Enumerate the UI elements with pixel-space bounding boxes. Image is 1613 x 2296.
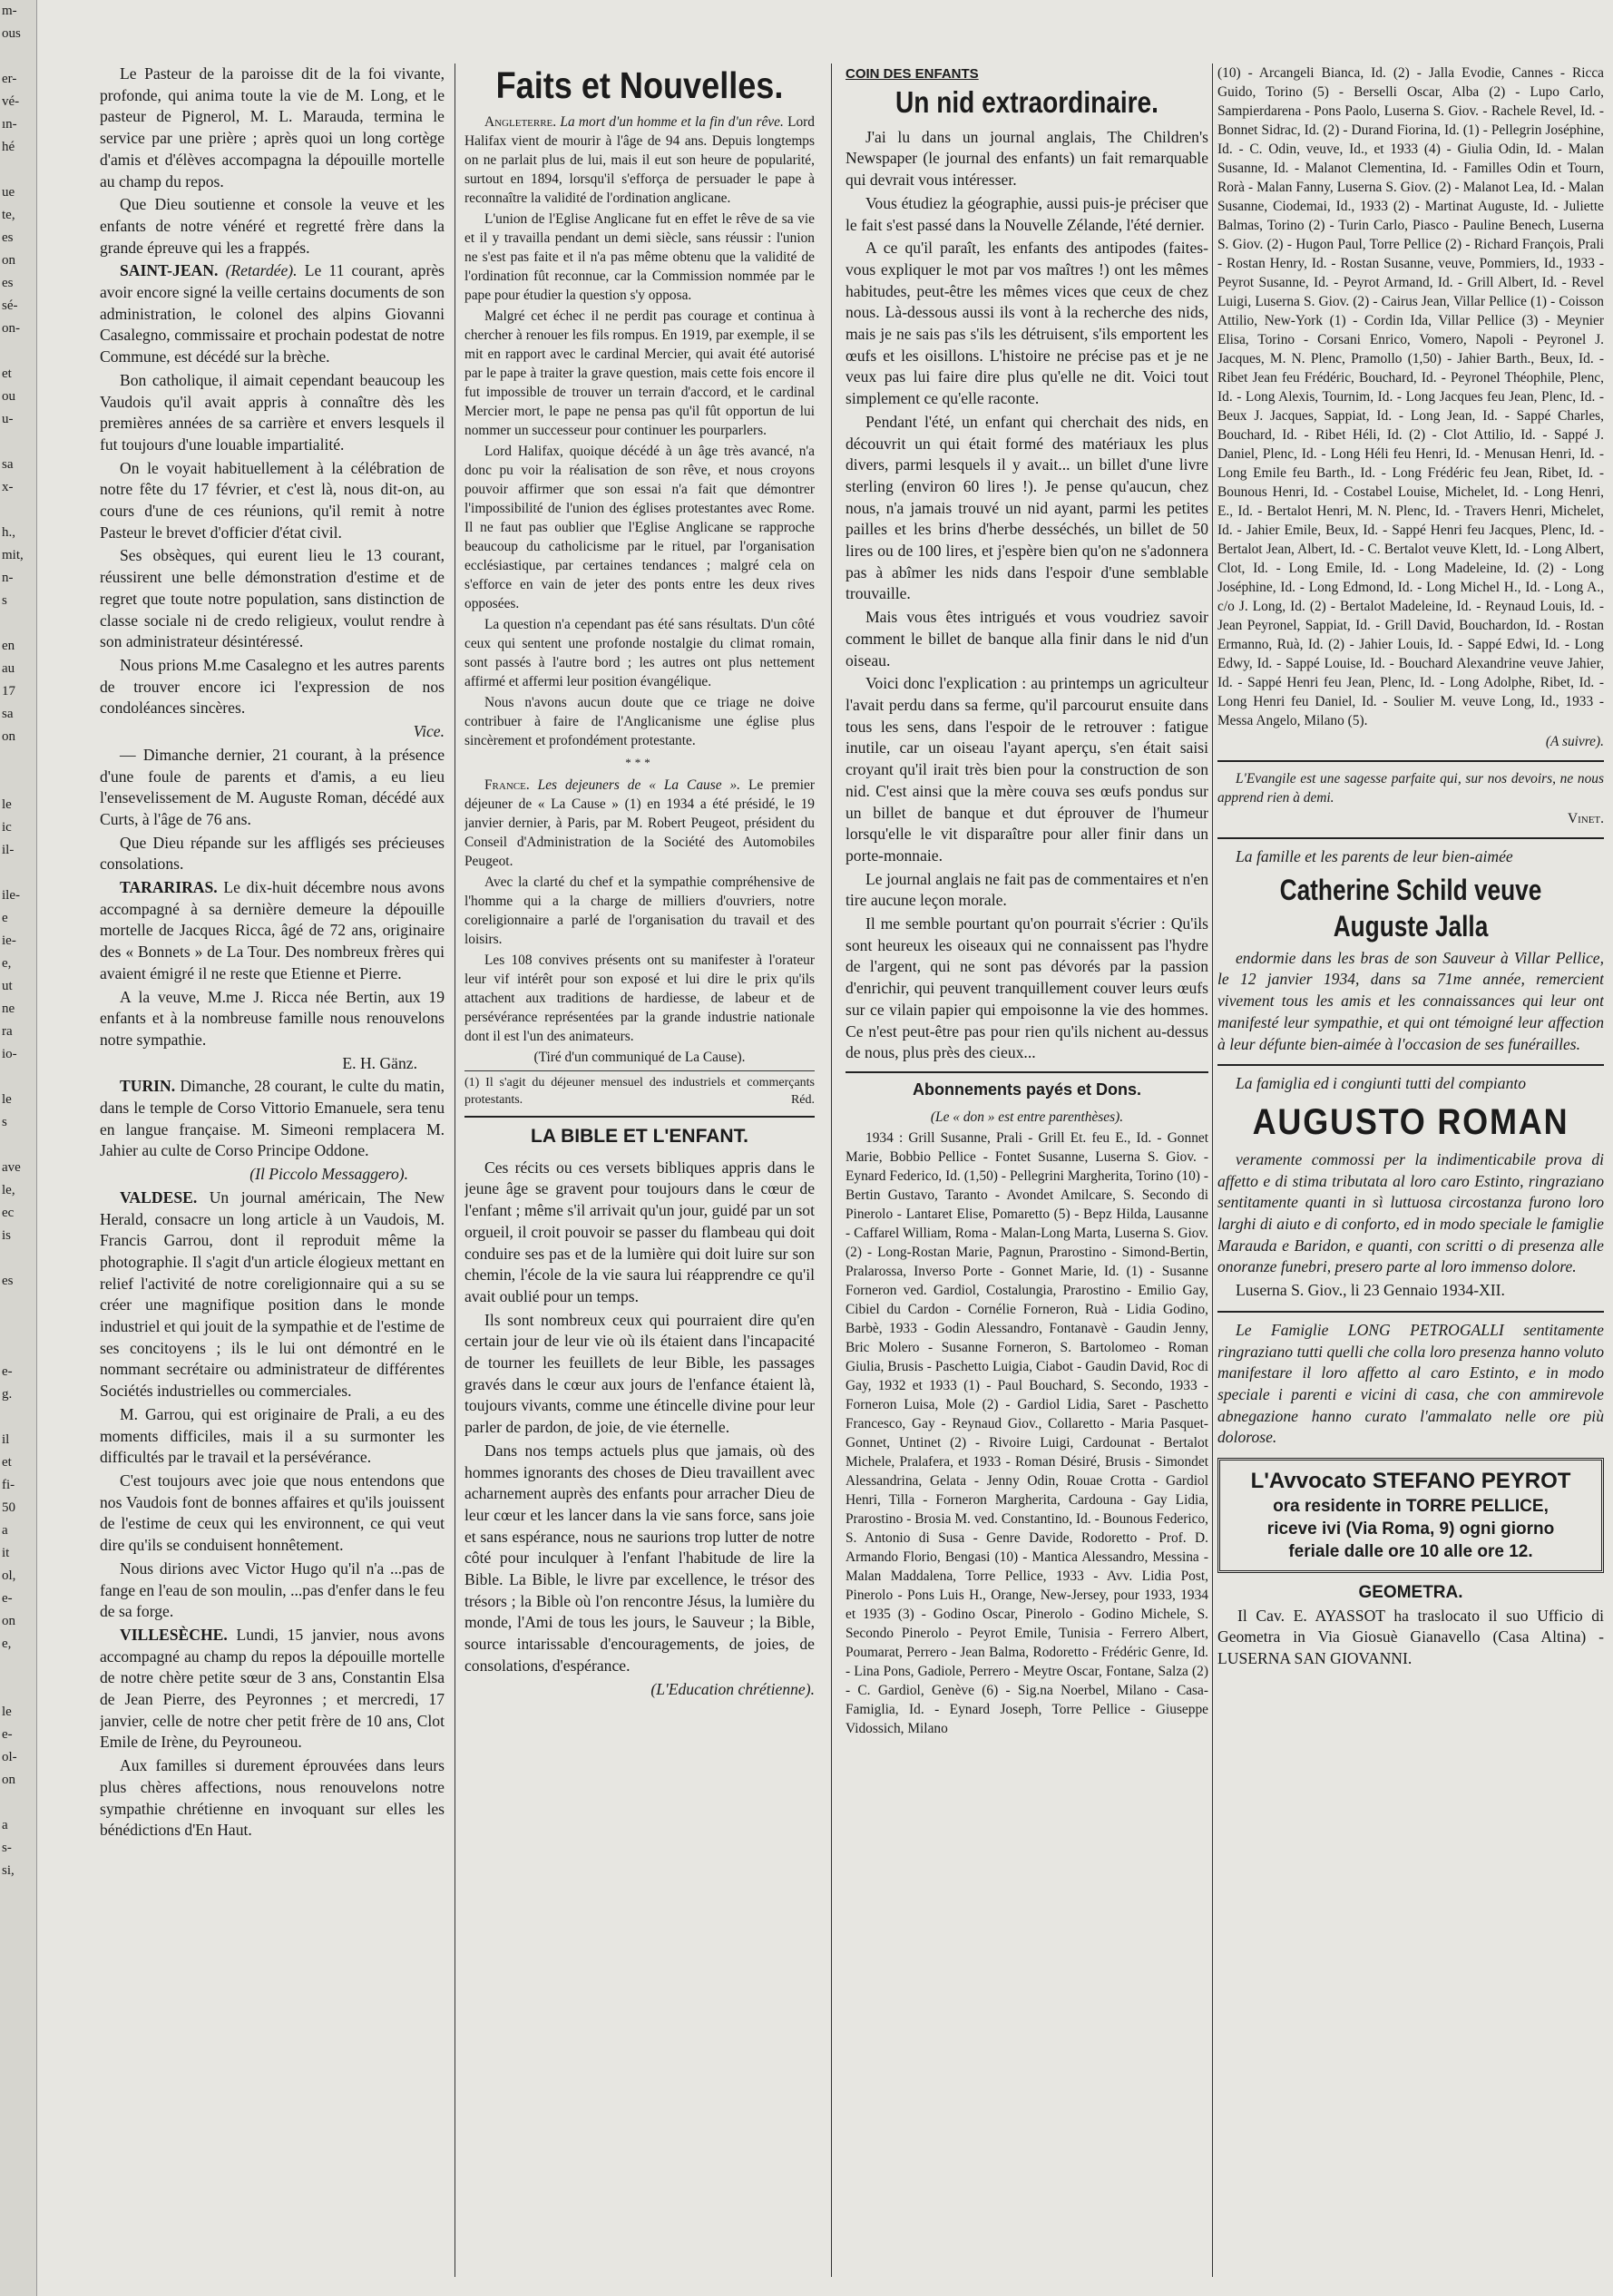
ad-line: L'Avvocato STEFANO PEYROT bbox=[1250, 1469, 1571, 1494]
place-name: TURIN. bbox=[120, 1077, 176, 1096]
edge-fragment bbox=[0, 1134, 36, 1157]
edge-fragment bbox=[0, 1406, 36, 1429]
paragraph: A ce qu'il paraît, les enfants des antipodes (faites-vous expliquer le mot par vos maîtres !) ont les mêmes habitudes, peut-être les mêmes vices que ceux de chez nous. Là-dessous aussi ils vont à la recherche des nids, mais je ne sais pas s'ils les détruisent, s'ils emportent les œufs et les oisillons. L'histoire ne précise pas et je ne veux pas lui faire dire plus qu'elle ne dit. Voici tout simplement ce qu'elle raconte. bbox=[846, 239, 1208, 408]
paragraph: Que Dieu soutienne et console la veuve et les enfants de notre vénéré et regretté frère dans la grande épreuve qui les a frappés. bbox=[100, 195, 445, 257]
edge-fragment: a bbox=[2, 1818, 8, 1832]
article-text: Lord Halifax vient de mourir à l'âge de 94 ans. Depuis longtemps on ne parlait plus de lui, mais il eut son heure de popularité, surtout en 1894, lorsqu'il s'efforça de persuader le pape à reconnaître la validité de l'ordination anglicane. bbox=[464, 114, 815, 206]
edge-fragment bbox=[0, 1792, 36, 1814]
edge-fragment bbox=[0, 1247, 36, 1270]
section-kicker: COIN DES ENFANTS bbox=[846, 66, 979, 82]
paragraph: Nous prions M.me Casalegno et les autres parents de trouver encore ici l'expression de nos condoléances sincères. bbox=[100, 655, 445, 718]
column-2 bbox=[464, 64, 815, 2277]
subscriptions-list: 1934 : Grill Susanne, Prali - Grill Et. feu E., Id. - Gonnet Marie, Bobbio Pellice - Fontet Susanne, Luserna S. Giov. - Eynard Federico, Id. (1,50) - Pellegrini Margherita, Torino (10) - Bertin Gustavo, Taranto - Avondet Amilcare, S. Secondo di Pinerolo - Lantaret Elise, Pomaretto (5) - Bepz Hilda, Lausanne - Caffarel William, Roma - Malan-Long Marta, Luserna S. Giov. (2) - Long-Rostan Marie, Pagnun, Prarostino - Simond-Bertin, Pralarossa, Inverso Porte - Gonnet Marie, Id. (1) - Susanne Forneron ved. Gardiol, Costalungia, Prarostino - Emilio Gay, Cibiel du Cardon - Cornélie Forneron, Ruà - Lidia Godino, Barbè, 1933 - Godin Alessandro, Fontanavè - Gaudin Jenny, Bric Molero - Susanne Forneron, S. Bartolomeo - Roman Giulia, Brusis - Paschetto Luigia, Ciabot - Gaudin David, Roc di Gay, 1932 et 1933 (1) - Paul Bouchard, S. Secondo, 1933 - Forneron Luisa, Mole (2) - Gardiol Lidia, Saret - Paschetto Francesco, Gay - Reynaud Giov., Collaretto - Maria Pasquet-Gonnet, Untinet (2) - Rivoire Luigi, Cardounat - Bertalot Michele, Pralafera, et 1933 - Roman Désiré, Brusis - Simondet Alessandrina, Gelata - Jenny Odin, Rouae Crotta - Gardiol Henri, Tilla - Forneron Margherita, Cardouna - Gay Lidia, Prarostino - Brosia M. ved. Constantino, Id. - Bounous Federico, S. Antonio di Susa - Genre Davide, Rodoretto - Prof. D. Armando Florio, Bengasi (10) - Mantica Alessandro, Messina - Malan Maddalena, Torre Pellice, 1933 - Avv. Lidia Post, Pinerolo - Pons Luis H., Orange, New-Jersey, pour 1933, 1934 et 1935 (3) - Godino Oscar, Pinerolo - Godino Michele, S. Secondo Pinerolo - Peyrot Emile, Tunisia - Ferrero Albert, Poumarat, Perrero - Jean Balma, Rodoretto - Frédéric Genre, Id. - Lina Pons, Gadiole, Perrero - Meytre Oscar, Fontane, Salza (2) - C. Gardiol, Genève (6) - Sig.na Noerbel, Milano - Casa-Famiglia, Id. - Eynard Joseph, Torre Pellice - Giuseppe Vidossich, Milano bbox=[846, 1129, 1208, 1736]
paragraph: Nous n'avons aucun doute que ce triage ne doive contribuer à faire de l'Anglicanisme une église plus sincèrement et profondément protestante. bbox=[464, 695, 815, 748]
news-item-tarariras bbox=[100, 877, 445, 985]
ad-line: ora residente in TORRE PELLICE, bbox=[1273, 1497, 1549, 1517]
edge-fragment bbox=[0, 340, 36, 363]
section-title: Faits et Nouvelles. bbox=[495, 64, 784, 106]
article-title: Un nid extraordinaire. bbox=[895, 84, 1158, 119]
article-angleterre bbox=[464, 112, 815, 208]
edge-fragment bbox=[0, 1315, 36, 1338]
edge-fragment: ou bbox=[2, 389, 15, 404]
paragraph: Le Pasteur de la paroisse dit de la foi vivante, profonde, qui anima toute la vie de M. Long, et le pasteur de Pignerol, M. L. Marauda, termina le service par une prière ; après quoi un long cortège d'amis et d'élèves accompagna la dépouille mortelle au champ du repos. bbox=[100, 64, 445, 191]
column-3 bbox=[846, 64, 1208, 2277]
source: (Tiré d'un communiqué de La Cause). bbox=[533, 1049, 746, 1065]
edge-fragment bbox=[0, 612, 36, 635]
advertisement-lawyer bbox=[1217, 1458, 1604, 1573]
edge-fragment: en bbox=[2, 639, 15, 653]
paragraph: Lord Halifax, quoique décédé à un âge très avancé, n'a donc pu voir la réalisation de son rêve, et nous croyons pouvoir affirmer que son essai n'a fait que démontrer l'impossibilité de l'union des églises protestantes avec Rome. Il ne faut pas oublier que l'Eglise Anglicane se rapproche beaucoup du catholicisme par le rituel, par l'organisation ecclésiastique, par certaines tendances ; malgré cela on s'efforce en vain de jeter des ponts entre les deux rives opposées. bbox=[464, 444, 815, 611]
paragraph: La question n'a cependant pas été sans résultats. D'un côté ceux qui sentent une profonde nostalgie du climat romain, sont passés à l'autre bord ; les autres ont plus nettement affirmé et affermi leur position évangélique. bbox=[464, 617, 815, 689]
edge-fragment: fi- bbox=[2, 1478, 15, 1492]
edge-fragment bbox=[0, 1338, 36, 1361]
announcement-place-date: Luserna S. Giov., li 23 Gennaio 1934-XII. bbox=[1236, 1281, 1505, 1300]
item-text: Le dix-huit décembre nous avons accompagné à sa dernière demeure la dépouille mortelle de Jacques Ricca, âgé de 72 ans, originaire des « Bonnets » de La Tour. Des nombreux frères qui avaient émigré il ne reste que Etienne et Pierre. bbox=[100, 878, 445, 982]
edge-fragment: 50 bbox=[2, 1500, 15, 1515]
edge-fragment bbox=[0, 862, 36, 884]
edge-fragment: sé- bbox=[2, 298, 18, 313]
source: (L'Education chrétienne). bbox=[650, 1679, 815, 1698]
subscriptions-note: (Le « don » est entre parenthèses). bbox=[930, 1109, 1124, 1125]
edge-fragment: on bbox=[2, 1614, 15, 1628]
subscriptions-title: Abonnements payés et Dons. bbox=[846, 1071, 1208, 1100]
edge-fragment: et bbox=[2, 1455, 12, 1470]
edge-fragment: er- bbox=[2, 72, 17, 86]
paragraph: Ces récits ou ces versets bibliques appris dans le jeune âge se gravent pour toujours dans le cœur de l'enfant ; même s'il arrivait qu'un jour, guidé par un sot orgueil, il croit pouvoir se passer du flambeau qui doit conduire ses pas et de la lumière qui doit luire sur son chemin, l'école de la vie saura lui réapprendre ce qu'il avait oublié pour un temps. bbox=[464, 1158, 815, 1305]
edge-fragment: e- bbox=[2, 1591, 13, 1606]
edge-fragment: au bbox=[2, 661, 15, 676]
edge-fragment: il- bbox=[2, 843, 15, 857]
announcement-name: Catherine Schild veuve Auguste Jalla bbox=[1279, 873, 1542, 943]
ad-line: riceve ivi (Via Roma, 9) ogni giorno bbox=[1266, 1519, 1555, 1539]
paragraph: Aux familles si durement éprouvées dans leurs plus chères affections, nous renouvelons notre sympathie chrétienne en invoquant sur elles les bénédictions d'En Haut. bbox=[100, 1756, 445, 1840]
item-text: Le 11 courant, après avoir encore signé la veille certains documents de son administration, le colonel des alpins Giovanni Casalegno, commissaire et prochain podestat de notre Commune, est décédé sur la brèche. bbox=[100, 261, 445, 366]
place-name: VALDESE. bbox=[120, 1187, 198, 1207]
news-item-villeseche bbox=[100, 1625, 445, 1754]
edge-fragment: le bbox=[2, 1092, 12, 1107]
article-subtitle: La mort d'un homme et la fin d'un rêve. bbox=[560, 114, 784, 130]
place-name: TARARIRAS. bbox=[120, 878, 218, 897]
paragraph: Voici donc l'explication : au printemps un agriculteur l'avait perdu dans sa ferme, qu'il parcourut ensuite dans tous les sens, dans l'espoir de le retrouver : fatigue inutile, car un oiseau l'ayant aperçu, s'en était saisi croyant qu'il irait très bien pour la construction de son nid. C'est ainsi que la mère couva ses œufs pondus sur un billet de banque et dut éprouver de l'humeur lorsqu'elle le vit disparaître pour aller finir dans un porte-monnaie. bbox=[846, 674, 1208, 865]
column-1 bbox=[100, 64, 445, 2277]
edge-fragment: te, bbox=[2, 208, 15, 222]
adjacent-page-edge bbox=[0, 0, 37, 2296]
paragraph: — Dimanche dernier, 21 courant, à la présence d'une foule de parents et d'amis, a eu lieu l'ensevelissement de M. Auguste Roman, décédé aux Curts, à l'âge de 76 ans. bbox=[100, 745, 445, 828]
footnote-text: (1) Il s'agit du déjeuner mensuel des industriels et commerçants protestants. bbox=[464, 1075, 815, 1107]
edge-fragment bbox=[0, 748, 36, 771]
paragraph: Avec la clarté du chef et la sympathie compréhensive de l'homme qui a la charge de milliers d'ouvriers, notre coreligionnaire a parlé de l'organisation du travail et des loisirs. bbox=[464, 874, 815, 947]
edge-fragment: e bbox=[2, 911, 8, 925]
edge-fragment bbox=[0, 159, 36, 181]
edge-fragment: h., bbox=[2, 525, 15, 540]
edge-fragment: mit, bbox=[2, 548, 24, 562]
item-text: Dimanche, 28 courant, le culte du matin, dans le temple de Corso Vittorio Emanuele, sera tenu en langue française. M. Simeoni remplacera M. Jahier au culte de Corso Principe Oddone. bbox=[100, 1077, 445, 1160]
to-be-continued: (A suivre). bbox=[1545, 734, 1604, 749]
edge-fragment: m- bbox=[2, 4, 17, 18]
edge-fragment: ut bbox=[2, 979, 13, 993]
column-rule bbox=[1212, 64, 1213, 2277]
edge-fragment: hé bbox=[2, 140, 15, 154]
paragraph: Il me semble pourtant qu'on pourrait s'écrier : Qu'ils sont heureux les oiseaux qui ne connaissent pas l'hydre de l'argent, qui ne sont pas dévorés par la passion d'enrichir, qui peuvent tranquillement couver leurs œufs sur ce vilain papier qui empoisonne la vie des hommes. Ce n'est peut-être pas pour rien qu'ils nichent au-dessus de nous, plus près des cieux... bbox=[846, 914, 1208, 1062]
edge-fragment: ne bbox=[2, 1001, 15, 1016]
edge-fragment bbox=[0, 431, 36, 454]
column-rule bbox=[831, 64, 832, 2277]
edge-fragment: on bbox=[2, 729, 15, 744]
article-title: LA BIBLE ET L'ENFANT. bbox=[464, 1116, 815, 1150]
edge-fragment: ec bbox=[2, 1206, 15, 1220]
signature: Vice. bbox=[413, 722, 445, 741]
footnote bbox=[464, 1070, 815, 1109]
paragraph: Les 108 convives présents ont su manifester à l'orateur leur vif intérêt pour son exposé et lui dire le prix qu'ils attachent aux traditions de hardiesse, de labeur et de persévérance représentées par la grande industrie nationale dont il est l'un des animateurs. bbox=[464, 952, 815, 1044]
edge-fragment: et bbox=[2, 366, 12, 381]
geometra-title: GEOMETRA. bbox=[1358, 1583, 1463, 1603]
paragraph: Dans nos temps actuels plus que jamais, où des hommes ignorants des choses de Dieu travaillent avec acharnement auprès des enfants pour arracher Dieu de leur cœur et les lancer dans la vie sans force, sans joie et sans espérance, nous ne saurions trop lutter de notre côté pour inculquer à l'enfant l'habitude de lire la Bible. La Bible, le livre par excellence, le trésor des trésors ; la Bible où l'on rencontre Jésus, la lumière du monde, l'Ami de tous les jours, le Sauveur ; la Bible, source intarissable d'encouragements, de joies, de consolations, d'espérance. bbox=[464, 1441, 815, 1675]
paragraph: Mais vous êtes intrigués et vous voudriez savoir comment le billet de banque alla finir dans le nid d'un oiseau. bbox=[846, 608, 1208, 669]
paragraph: J'ai lu dans un journal anglais, The Children's Newspaper (le journal des enfants) un fait remarquable qui devrait vous intéresser. bbox=[846, 127, 1208, 190]
edge-fragment: ra bbox=[2, 1024, 13, 1039]
news-item-saint-jean bbox=[100, 260, 445, 368]
announcement-text: veramente commossi per la indimenticabile prova di affetto e di stima tributata al loro caro Estinto, ringraziano sentitamente quanti in sì luttuosa circostanza furono loro larghi di aiuto e di conforto, ed in modo speciale le famiglie Marauda e Baridon, e quanti, con scritti o di presenza alle onoranze funebri, presero parte al loro immenso dolore. bbox=[1217, 1149, 1604, 1276]
edge-fragment bbox=[0, 771, 36, 794]
paragraph: Que Dieu répande sur les affligés ses précieuses consolations. bbox=[100, 833, 445, 874]
paragraph: Ils sont nombreux ceux qui pourraient dire qu'en certain jour de leur vie où ils étaient dans l'incapacité de tourner les feuillets de leur Bible, les passages gravés dans le cœur aux jours de l'enfance étaient là, toujours vivants, comme une étincelle divine pour leur parler de pardon, de joie, de vie éternelle. bbox=[464, 1310, 815, 1437]
edge-fragment: vé- bbox=[2, 94, 20, 109]
source: (Il Piccolo Messaggero). bbox=[249, 1165, 408, 1184]
paragraph: C'est toujours avec joie que nous entendons que nos Vaudois font de bonnes affaires et qu'ils jouissent de l'estime de ceux qui les environnent, ce qui veut dire qu'ils se conduisent honnêtement. bbox=[100, 1471, 445, 1555]
edge-fragment: s bbox=[2, 1115, 7, 1129]
edge-fragment bbox=[0, 1678, 36, 1701]
edge-fragment: il bbox=[2, 1432, 10, 1447]
place-name: SAINT-JEAN. bbox=[120, 261, 219, 280]
announcement-text: endormie dans les bras de son Sauveur à Villar Pellice, le 12 janvier 1934, dans sa 71me année, remercient vivement tous les amis et les connaissances qui leur ont manifesté leur sympathie, et qui ont témoigné leur affection à leur défunte bien-aimée à l'occasion de ses funérailles. bbox=[1217, 948, 1604, 1053]
edge-fragment: e, bbox=[2, 1637, 12, 1651]
edge-fragment: io- bbox=[2, 1047, 17, 1061]
subscriptions-list-continued: (10) - Arcangeli Bianca, Id. (2) - Jalla Evodie, Cannes - Ricca Guido, Torino (5) - Berselli Oscar, Alba (2) - Lupo Carlo, Sampierdarena - Pons Paolo, Luserna S. Giov. - Rachele Revel, Id. - Bonnet Sidrac, Id. (2) - Durand Fiorina, Id. (1) - Pellegrin Joséphine, Id. - C. Odin, veuve, Id., et 1933 (4) - Giulia Odin, Id. - Malan Susanne, Id. - Malanot Clementina, Id. - Familles Odin et Tourn, Rorà - Malan Fanny, Luserna S. Giov. (2) - Malanot Lea, Id. - Malan Susanne, Ciodemai, Id., 1933 (2) - Martinat Auguste, Id. - Juliette Balmas, Torino (2) - Turin Carlo, Piasco - Pauline Benech, Luserna S. Giov. (2) - Hugon Paul, Torre Pellice (2) - Richard François, Prali - Rostan Henry, Id. - Rostan Susanne, veuve, Pommiers, Id., 1933 - Peyrot Susanne, Id. - Peyrot Armand, Id. - Grill Albert, Id. - Revel Luigi, Luserna S. Giov. (2) - Cairus Jean, Villar Pellice (1) - Coisson Attilio, New-York (1) - Cordin Ida, Villar Pellice (3) - Meynier Elisa, Torino - Corsani Enrico, Vomero, Napoli - Peyronel J. Jacques, M. N. Plenc, Pramollo (1,50) - Jahier Barth., Beux, Id. - Ribet Jean feu Frédéric, Bouchard, Id. - Peyronel Théophile, Plenc, Id. - Long Alexis, Tournim, Id. - Long Jacques feu Jean, Plenc, Id. - Beux J. Jacques, Sappiat, Id. - Long Jean, Id. - Sappé Charles, Bouchard, Id. - Ribet Héli, Id. (2) - Clot Attilio, Id. - Sappé J. Daniel, Plenc, Id. - Long Héli feu Henri, Id. - Menusan Henri, Id. - Long Emile feu Barth., Id. - Long Frédéric feu Jean, Ribet, Id. - Bounous Henri, Id. - Costabel Louise, Michelet, Id. - Long Henri, E., Id. - Bertalot Henri, M. N. Plenc, Id. - Travers Henri, Michelet, Id. - Jahier Emile, Beux, Id. - Sappé Henri feu Jacques, Plenc, Id. - Bertalot Jean, Albert, Id. - C. Bertalot veuve Klett, Id. - Long Albert, Clot, Id. - Long Emile, Id. - Long Madeleine, Id. (2) - Long Joséphine, Id. - Long Edmond, Id. - Long Michel H., Id. - Long A., c/o J. Long, Id. (2) - Bertalot Madeleine, Id. - Reynaud Louis, Id. - Jean Peyronel, Sappiat, Id. - Grill David, Bouchardon, Id. - Rostan Ermanno, Ruà, Id. (2) - Jahier Louis, Id. - Sappé Edwi, Id. - Long Edwy, Id. - Sappé Louise, Id. - Bouchard Alexandrine veuve Jahier, Id. - Sappé Henri feu Jean, Plenc, Id. - Long Adolphe, Ribet, Id. - Long Henri feu Daniel, Id. - Soulier M. veuve Long, Id., 1933 - Messa Angelo, Milano (5). bbox=[1217, 65, 1604, 728]
edge-fragment: on bbox=[2, 253, 15, 268]
article-lead: Angleterre. bbox=[484, 114, 557, 130]
announcement-intro: La famille et les parents de leur bien-aimée bbox=[1236, 847, 1513, 865]
announcement-name: AUGUSTO ROMAN bbox=[1252, 1101, 1569, 1142]
edge-fragment: it bbox=[2, 1546, 10, 1560]
announcement-text: Le Famiglie LONG PETROGALLI sentitamente ringraziano tutti quelli che colla loro presenza hanno voluto manifestare il loro affetto al caro Estinto, e in modo speciale i parenti e vicini di casa, che con ammirevole abnegazione hanno curato l'ammalato nelle ore più dolorose. bbox=[1217, 1320, 1604, 1447]
article-subtitle: Les dejeuners de « La Cause ». bbox=[537, 777, 741, 793]
paragraph: Vous étudiez la géographie, aussi puis-je préciser que le fait s'est passé dans la Nouvelle Zélande, l'été dernier. bbox=[846, 193, 1208, 234]
paragraph: L'union de l'Eglise Anglicane fut en effet le rêve de sa vie et il y travailla pendant un demi siècle, sans réussir : l'union ne s'est pas faite et il n'a pas même obtenu que la validité de l'ordination fût reconnue, car la Commission nommée par le pape pour étudier la question s'y opposa. bbox=[464, 211, 815, 303]
edge-fragment: 17 bbox=[2, 684, 15, 699]
edge-fragment bbox=[0, 1656, 36, 1678]
footnote-sign: Réd. bbox=[790, 1092, 815, 1107]
edge-fragment: n- bbox=[2, 571, 14, 585]
ad-line: feriale dalle ore 10 alle ore 12. bbox=[1288, 1542, 1533, 1562]
edge-fragment: ol, bbox=[2, 1568, 16, 1583]
edge-fragment: ın- bbox=[2, 117, 17, 132]
column-4 bbox=[1217, 64, 1604, 2277]
edge-fragment: a bbox=[2, 1523, 8, 1538]
news-item-valdese bbox=[100, 1187, 445, 1402]
edge-fragment: is bbox=[2, 1228, 12, 1243]
paragraph: M. Garrou, qui est originaire de Prali, a eu des moments difficiles, mais il a su surmonter les difficultés par le travail et la persévérance. bbox=[100, 1404, 445, 1467]
edge-fragment: u- bbox=[2, 412, 14, 426]
paragraph: Malgré cet échec il ne perdit pas courage et continua à chercher à renouer les fils rompus. En 1919, par exemple, il se mit en rapport avec le cardinal Mercier, qui avait été autorisé par le pape à traiter la grave question, mais cette fois encore il fut impossible de trouver un terrain d'accord, et le cardinal Mercier mort, le pape ne pensa pas qu'il fût opportun de lui nommer un successeur pour continuer les pourparlers. bbox=[464, 308, 815, 438]
edge-fragment: ue bbox=[2, 185, 15, 200]
edge-fragment: e- bbox=[2, 1727, 13, 1742]
edge-fragment: on bbox=[2, 1773, 15, 1787]
newspaper-page bbox=[100, 64, 1606, 2277]
edge-fragment bbox=[0, 1066, 36, 1089]
quote-author: Vinet. bbox=[1567, 811, 1604, 826]
edge-fragment: sa bbox=[2, 707, 14, 721]
item-text: Un journal américain, The New Herald, consacre un long article à un Vaudois, M. Francis Garrou, dont il reproduit même la photographie. Il s'agit d'un article élogieux mettant en relief l'activité de notre coreligionnaire qui a su se créer une magnifique position dans le monde industriel et qui jouit de la sympathie et de l'estime de ses concitoyens ; ils le lui ont démontré en le nommant secrétaire ou administrateur de différentes Sociétés industrielles ou commerciales. bbox=[100, 1187, 445, 1401]
paragraph: Le journal anglais ne fait pas de commentaires et n'en tire aucune leçon morale. bbox=[846, 869, 1208, 910]
edge-fragment: ous bbox=[2, 26, 21, 41]
edge-fragment: es bbox=[2, 1274, 14, 1288]
edge-fragment: le bbox=[2, 1705, 12, 1719]
edge-fragment bbox=[0, 499, 36, 522]
edge-fragment bbox=[0, 45, 36, 68]
geometra-text: Il Cav. E. AYASSOT ha traslocato il suo Ufficio di Geometra in Via Giosuè Gianavello (Casa Altina) - LUSERNA SAN GIOVANNI. bbox=[1217, 1606, 1604, 1668]
edge-fragment: le, bbox=[2, 1183, 15, 1197]
quote-text: L'Evangile est une sagesse parfaite qui, sur nos devoirs, ne nous apprend rien à demi. bbox=[1217, 771, 1604, 806]
announcement-intro: La famiglia ed i congiunti tutti del compianto bbox=[1236, 1074, 1527, 1093]
edge-fragment: ave bbox=[2, 1160, 21, 1175]
item-text: Lundi, 15 janvier, nous avons accompagné au champ du repos la dépouille mortelle de notre chère petite sœur de 3 ans, Constantin Elsa de Jean Pierre, des Peyronnes ; et mercredi, 17 janvier, celle de notre cher petit frère de 10 ans, Clot Emile de Irène, du Peyrouneou. bbox=[100, 1625, 445, 1752]
edge-fragment: g. bbox=[2, 1387, 13, 1402]
paragraph: Pendant l'été, un enfant qui cherchait des nids, en découvrit un qui était formé des matériaux les plus divers, parmi lesquels il y avait... un billet d'une livre sterling (environ 60 lires !). Je pense qu'aucun, chez nous, n'a jamais trouvé un nid ayant, parmi les petites pailles et les brins d'herbe desséchés, un billet de 50 lires ou de 100 lires, et j'espère bien qu'on ne s'adonnera pas à abîmer les nids dans l'espoir d'une semblable trouvaille. bbox=[846, 412, 1208, 603]
quote-box bbox=[1217, 760, 1604, 828]
edge-fragment: s bbox=[2, 593, 7, 608]
edge-fragment: es bbox=[2, 276, 14, 290]
edge-fragment: es bbox=[2, 230, 14, 245]
edge-fragment: si, bbox=[2, 1863, 15, 1878]
edge-fragment: e, bbox=[2, 956, 12, 971]
edge-fragment: ie- bbox=[2, 933, 16, 948]
paragraph: A la veuve, M.me J. Ricca née Bertin, aux 19 enfants et à la nombreuse famille nous renouvelons notre sympathie. bbox=[100, 987, 445, 1049]
edge-fragment: le bbox=[2, 797, 12, 812]
edge-fragment: s- bbox=[2, 1841, 12, 1855]
article-france bbox=[464, 776, 815, 871]
edge-fragment: on- bbox=[2, 321, 20, 336]
paragraph: Bon catholique, il aimait cependant beaucoup les Vaudois qu'il avait appris à connaître dès les premières années de sa carrière et envers lesquels il fut toujours d'une louable impartialité. bbox=[100, 370, 445, 454]
news-item-turin bbox=[100, 1076, 445, 1162]
paragraph: Ses obsèques, qui eurent lieu le 13 courant, réussirent une belle démonstration d'estime et de regret que toute notre population, sans distinction de classe sociale ni de credo religieux, voulut rendre à son administrateur désintéressé. bbox=[100, 546, 445, 651]
paragraph: Nous dirions avec Victor Hugo qu'il n'a ...pas de fange en l'eau de son moulin, ...pas d'enfer dans le feu de sa forge. bbox=[100, 1558, 445, 1621]
edge-fragment bbox=[0, 1293, 36, 1315]
place-name: VILLESÈCHE. bbox=[120, 1625, 228, 1644]
paragraph: On le voyait habituellement à la célébration de notre fête du 17 février, et c'est là, nous dit-on, au cours d'une de ces réunions, qu'il remit à notre Pasteur le brevet d'officier d'état civil. bbox=[100, 458, 445, 542]
edge-fragment: sa bbox=[2, 457, 14, 472]
article-text: Le premier déjeuner de « La Cause » (1) en 1934 a été présidé, le 19 janvier dernier, à Paris, par M. Robert Peugeot, président du Conseil d'Administration de la Société des Automobiles Peugeot. bbox=[464, 777, 815, 869]
edge-fragment: x- bbox=[2, 480, 14, 494]
announcement-long-petrogalli bbox=[1217, 1311, 1604, 1449]
edge-fragment: ile- bbox=[2, 888, 20, 903]
edge-fragment: e- bbox=[2, 1364, 13, 1379]
edge-fragment: ol- bbox=[2, 1750, 17, 1764]
announcement-jalla bbox=[1217, 837, 1604, 1055]
note: (Retardée). bbox=[225, 261, 298, 280]
signature: E. H. Gänz. bbox=[342, 1053, 417, 1072]
article-lead: France. bbox=[484, 777, 530, 793]
announcement-roman bbox=[1217, 1064, 1604, 1302]
edge-fragment: ic bbox=[2, 820, 12, 835]
separator-stars: *** bbox=[625, 756, 654, 769]
